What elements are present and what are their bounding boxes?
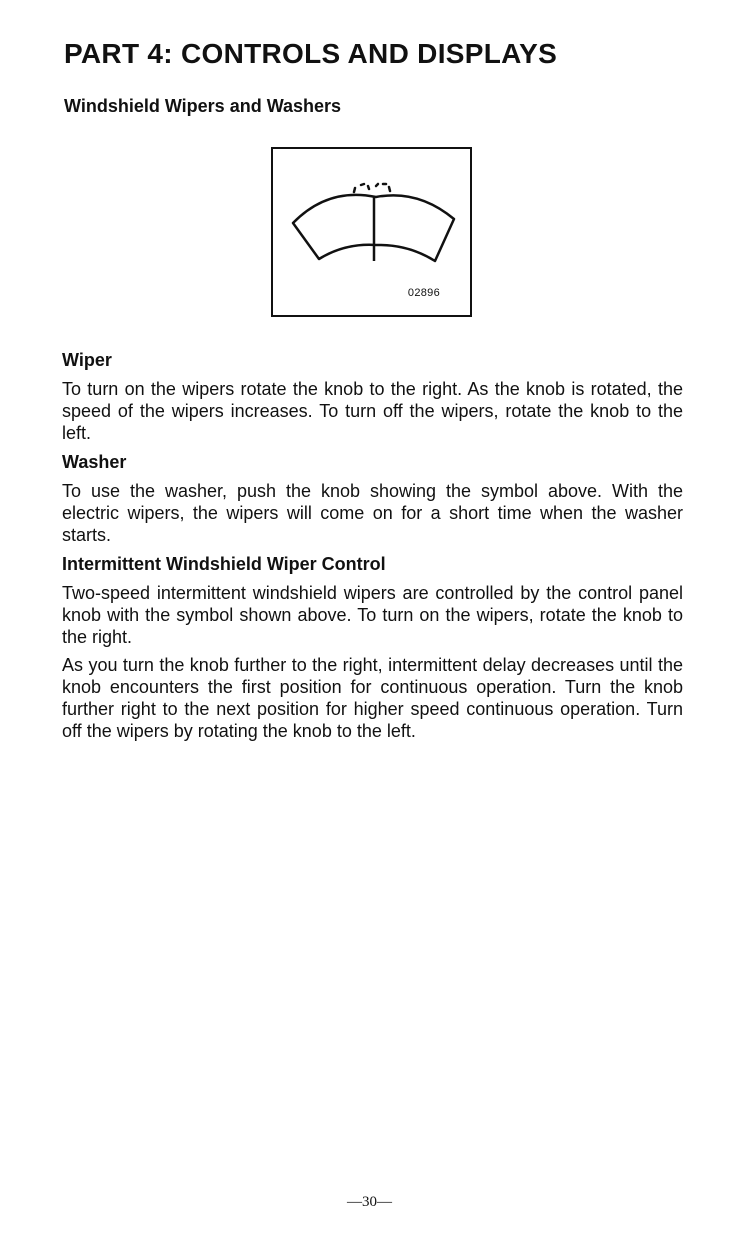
content (62, 348, 683, 748)
part-title: PART 4: CONTROLS AND DISPLAYS (64, 38, 558, 69)
page-number: —30— (347, 1194, 392, 1210)
intermittent-paragraph-2: As you turn the knob further to the right, intermittent delay decreases until the knob encounters the first position for continuous operation. Turn the knob further right to the next position for higher speed continuous operation. Turn off the wipers by rotating the knob to the left. (62, 655, 683, 741)
intermittent-paragraph-1: Two-speed intermittent windshield wipers are controlled by the control panel knob with the symbol shown above. To turn on the wipers, rotate the knob to the right. (62, 583, 683, 647)
wiper-symbol-figure (271, 147, 472, 317)
washer-paragraph: To use the washer, push the knob showing the symbol above. With the electric wipers, the wipers will come on for a short time when the washer starts. (62, 481, 683, 545)
wiper-paragraph: To turn on the wipers rotate the knob to the right. As the knob is rotated, the speed of the wipers increases. To turn off the wipers, rotate the knob to the left. (62, 379, 683, 443)
windshield-wiper-washer-icon (273, 149, 470, 315)
section-heading: Windshield Wipers and Washers (64, 96, 342, 116)
washer-heading: Washer (62, 452, 127, 472)
wiper-heading: Wiper (62, 350, 112, 370)
figure-code: 02896 (407, 287, 440, 299)
intermittent-wiper-heading: Intermittent Windshield Wiper Control (62, 554, 386, 574)
